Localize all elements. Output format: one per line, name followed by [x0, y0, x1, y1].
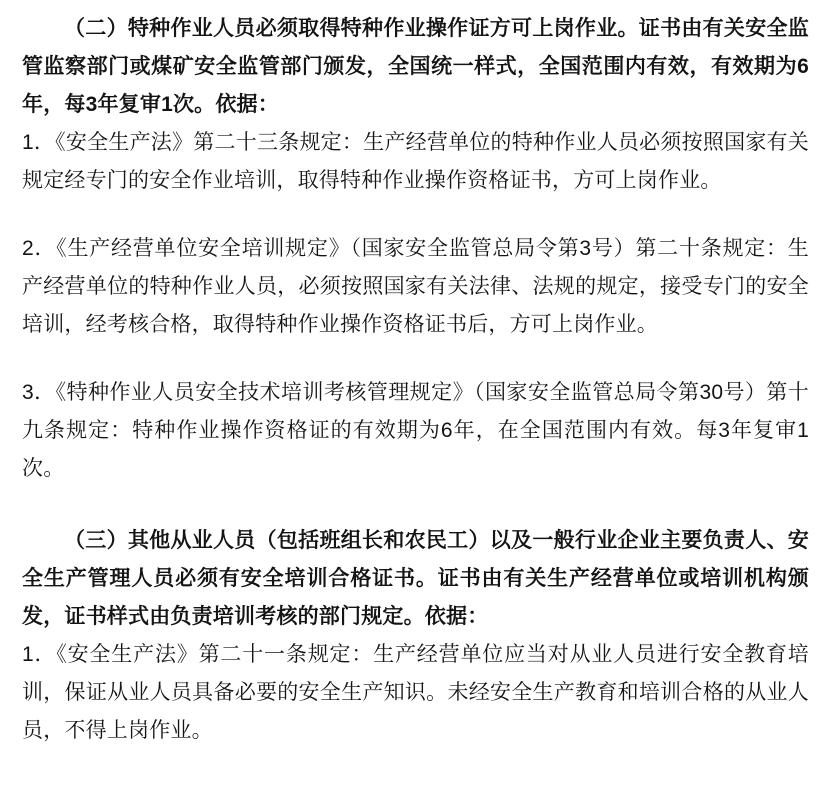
section-2-heading: （二）特种作业人员必须取得特种作业操作证方可上岗作业。证书由有关安全监管监察部门或煤矿安全监管部门颁发，全国统一样式，全国范围内有效，有效期为6年，每3年复审1次。依据： — [22, 17, 809, 116]
section-2-item-1: 1．《安全生产法》第二十三条规定：生产经营单位的特种作业人员必须按照国家有关规定经专门的安全作业培训，取得特种作业操作资格证书，方可上岗作业。 — [22, 131, 809, 192]
paragraph-spacer — [22, 200, 809, 230]
section-2-item-2: 2．《生产经营单位安全培训规定》（国家安全监管总局令第3号）第二十条规定：生产经营单位的特种作业人员，必须按照国家有关法律、法规的规定，接受专门的安全培训，经考核合格，取得特种作业操作资格证书后，方可上岗作业。 — [22, 237, 809, 336]
paragraph-spacer — [22, 344, 809, 374]
section-3-item-1: 1．《安全生产法》第二十一条规定：生产经营单位应当对从业人员进行安全教育培训，保证从业人员具备必要的安全生产知识。未经安全生产教育和培训合格的从业人员，不得上岗作业。 — [22, 643, 809, 742]
section-3-heading: （三）其他从业人员（包括班组长和农民工）以及一般行业企业主要负责人、安全生产管理人员必须有安全培训合格证书。证书由有关生产经营单位或培训机构颁发，证书样式由负责培训考核的部门规定。依据： — [22, 529, 809, 628]
section-spacer — [22, 488, 809, 522]
section-2-item-3: 3．《特种作业人员安全技术培训考核管理规定》（国家安全监管总局令第30号）第十九条规定：特种作业操作资格证的有效期为6年，在全国范围内有效。每3年复审1次。 — [22, 381, 809, 480]
